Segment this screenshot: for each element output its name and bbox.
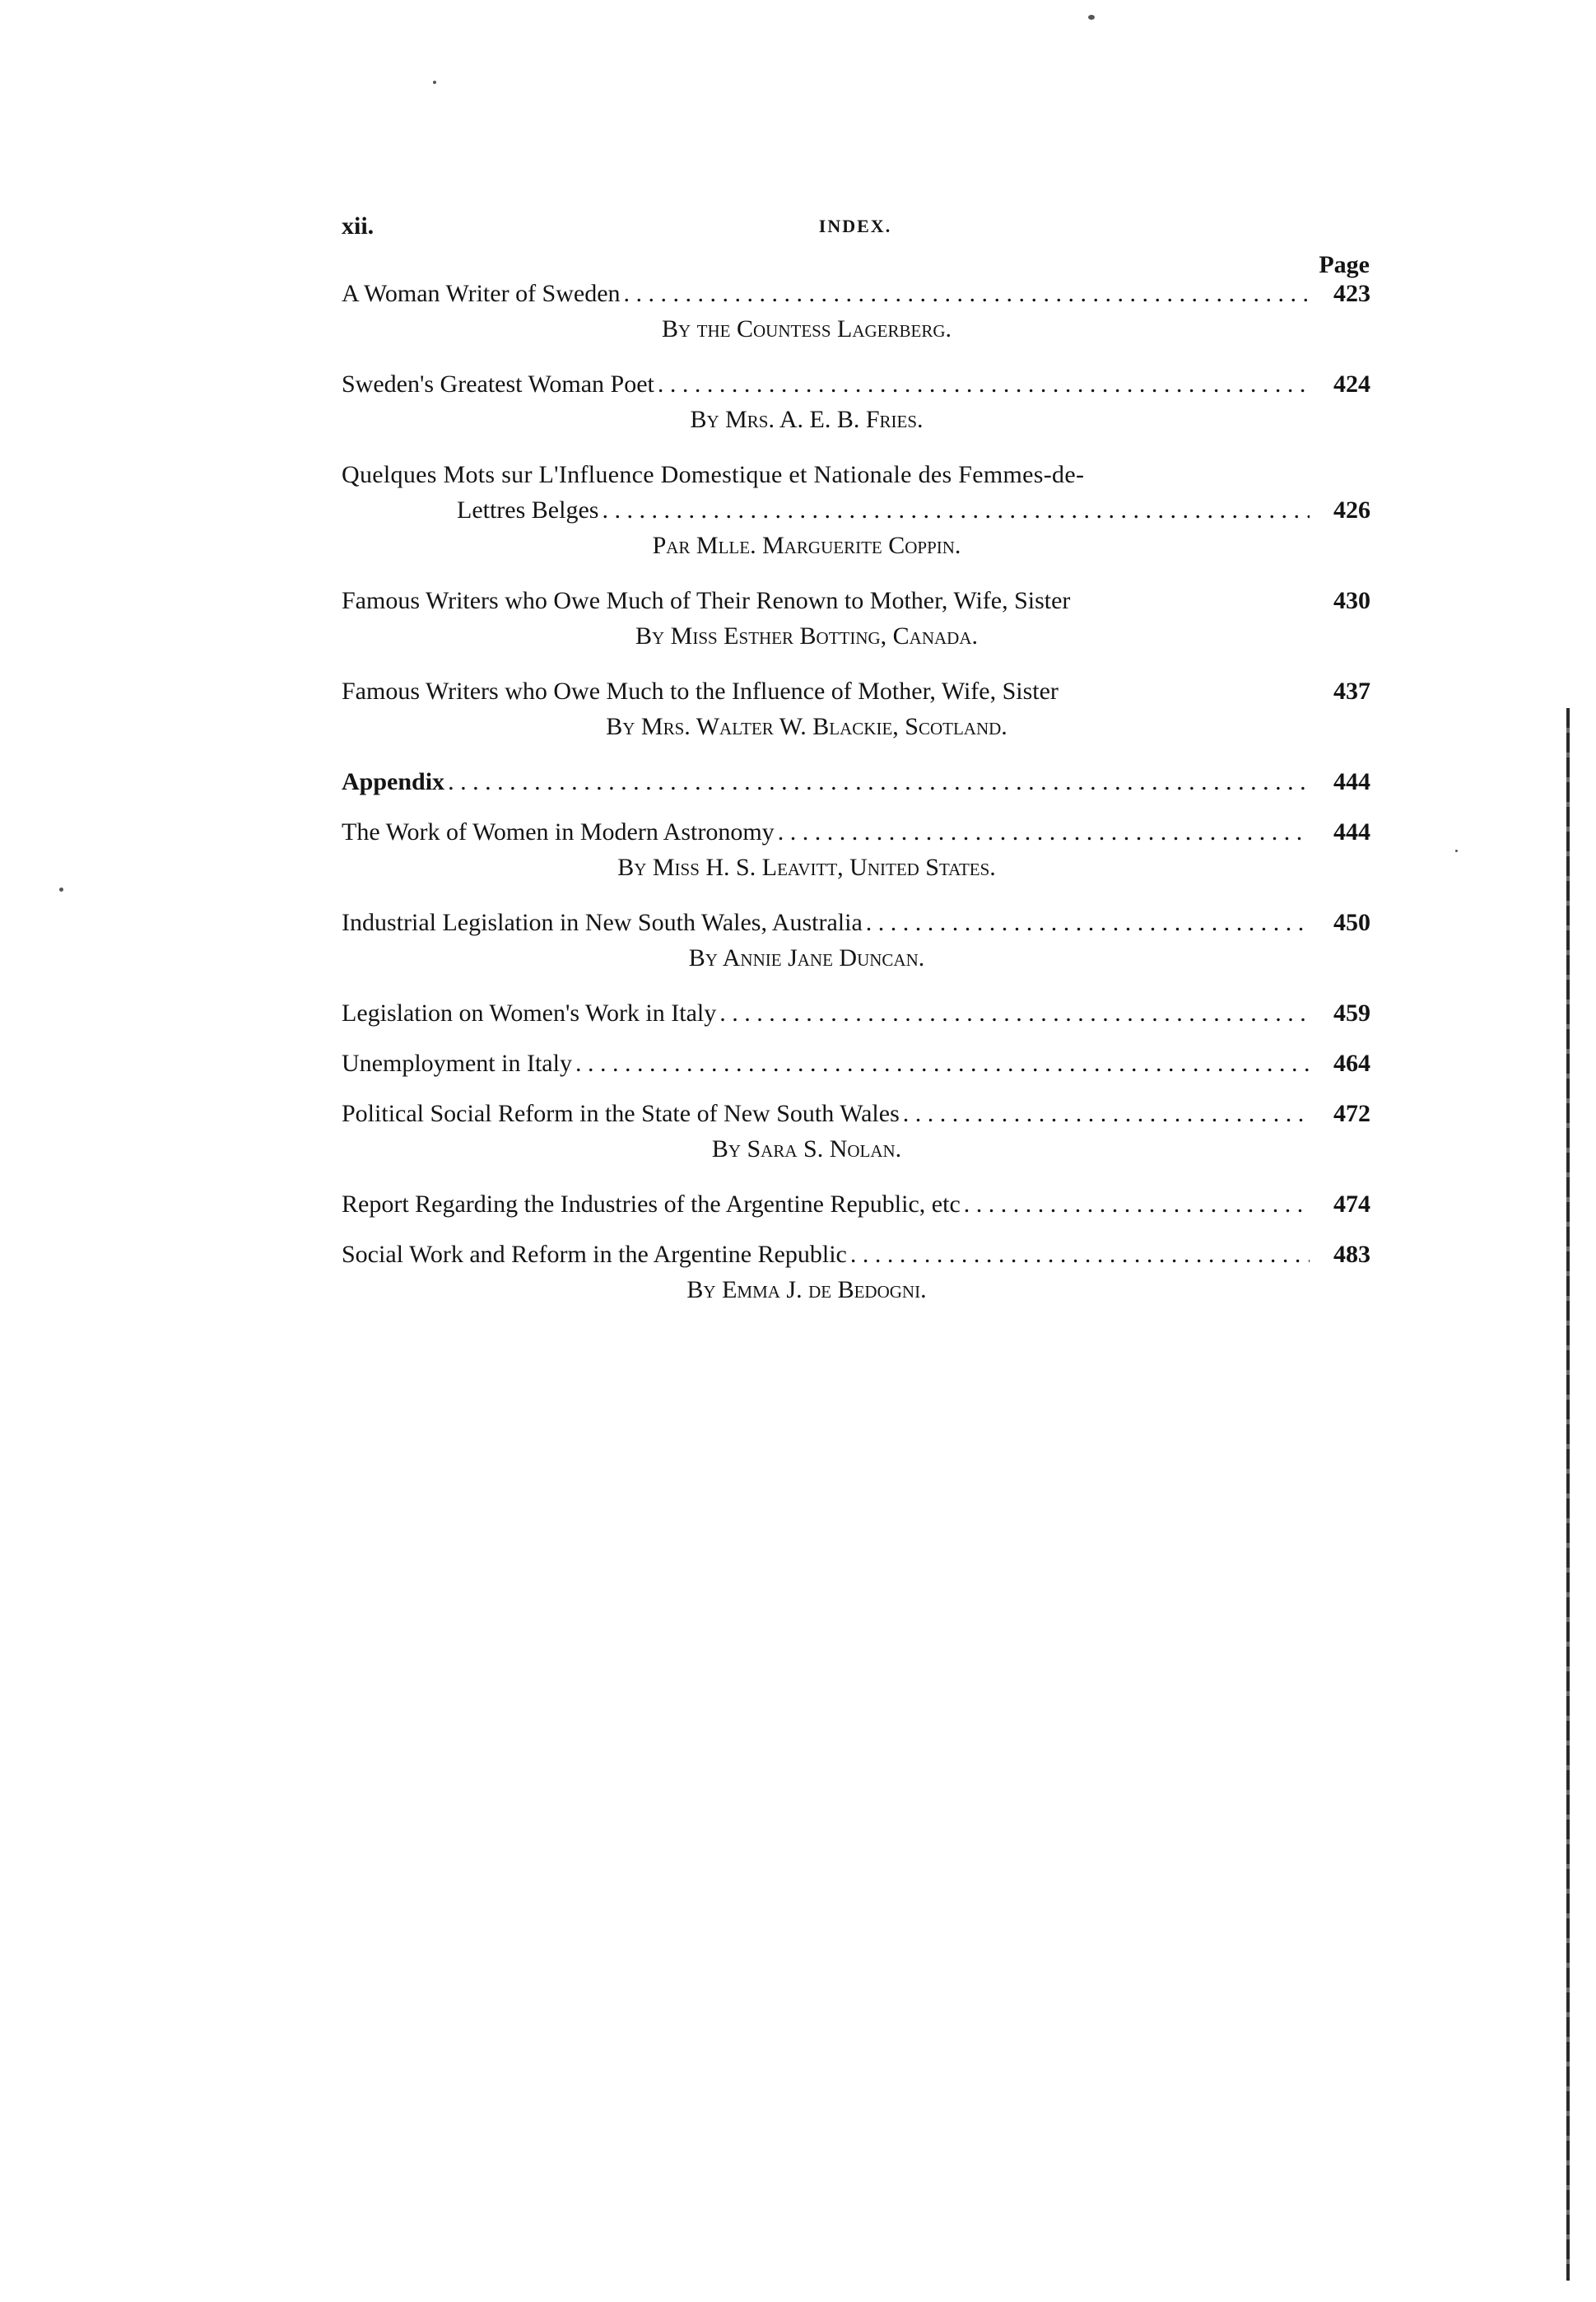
- entry-byline: By Sara S. Nolan.: [711, 1135, 902, 1163]
- page-number: 483: [1333, 1241, 1370, 1268]
- toc-entry: [342, 366, 1370, 437]
- page-number: 444: [1333, 768, 1370, 795]
- page-number: 474: [1333, 1191, 1370, 1218]
- page-number: 472: [1333, 1100, 1370, 1127]
- toc-line: [342, 995, 1370, 1031]
- toc-line: [342, 583, 1370, 618]
- dot-leader: [903, 1096, 1310, 1131]
- dot-leader: [448, 764, 1310, 799]
- toc-entry: [342, 583, 1370, 654]
- entry-title: Legislation on Women's Work in Italy: [342, 1000, 717, 1027]
- dot-leader: [602, 492, 1310, 528]
- dot-leader: [964, 1186, 1310, 1222]
- toc-line: [342, 673, 1370, 709]
- toc-entry: [342, 905, 1370, 976]
- page-number: 450: [1333, 909, 1370, 936]
- dot-leader: [778, 814, 1310, 850]
- toc-line: [342, 276, 1370, 311]
- entry-byline: By Mrs. A. E. B. Fries.: [690, 406, 924, 433]
- page-number: 444: [1333, 818, 1370, 846]
- toc-line: [342, 366, 1370, 402]
- toc-entry: [342, 1096, 1370, 1167]
- page-number: 423: [1333, 280, 1370, 307]
- running-head: INDEX.: [818, 216, 892, 236]
- toc-entry: [342, 1237, 1370, 1307]
- page-folio: xii.: [342, 212, 375, 240]
- entry-title: Social Work and Reform in the Argentine Republic: [342, 1241, 847, 1268]
- ink-speck: [1088, 15, 1095, 20]
- dot-leader: [866, 905, 1310, 940]
- toc-entry: [342, 457, 1370, 563]
- toc-entry: [342, 673, 1370, 744]
- entry-byline: Par Mlle. Marguerite Coppin.: [652, 532, 961, 559]
- appendix-heading: Appendix: [342, 768, 445, 795]
- entry-title: The Work of Women in Modern Astronomy: [342, 818, 775, 846]
- dot-leader: [719, 995, 1310, 1031]
- toc-entry: [342, 1046, 1370, 1081]
- entry-byline: By Emma J. de Bedogni.: [686, 1276, 927, 1303]
- entry-byline: By Mrs. Walter W. Blackie, Scotland.: [606, 713, 1007, 740]
- entry-byline: By Annie Jane Duncan.: [688, 944, 925, 972]
- toc-entry: [342, 1186, 1370, 1222]
- page-number: 424: [1333, 370, 1370, 398]
- entry-title: Unemployment in Italy: [342, 1050, 572, 1077]
- dot-leader: [850, 1237, 1310, 1272]
- ink-speck: [59, 888, 63, 892]
- ink-speck: [1455, 850, 1458, 852]
- page-number: 426: [1333, 496, 1370, 524]
- toc-line: [342, 492, 1370, 528]
- toc-entry: [342, 814, 1370, 885]
- toc-line: [342, 764, 1370, 799]
- entry-title: Famous Writers who Owe Much to the Influence of Mother, Wife, Sister: [342, 678, 1059, 705]
- page-number: 459: [1333, 1000, 1370, 1027]
- page-edge-shadow: [1566, 708, 1570, 2281]
- toc-entry: [342, 276, 1370, 347]
- toc-line: [342, 1046, 1370, 1081]
- table-of-contents: [342, 276, 1370, 1327]
- page-number: 437: [1333, 678, 1370, 705]
- entry-title: A Woman Writer of Sweden: [342, 280, 621, 307]
- ink-speck: [433, 81, 436, 84]
- entry-byline: By Miss H. S. Leavitt, United States.: [617, 854, 996, 881]
- toc-line: [342, 905, 1370, 940]
- entry-title-line-1: Quelques Mots sur L'Influence Domestique et Nationale des Femmes-de-: [342, 461, 1085, 488]
- toc-line: [342, 1096, 1370, 1131]
- page-column-label: Page: [1319, 251, 1370, 278]
- entry-title: Report Regarding the Industries of the Argentine Republic, etc: [342, 1191, 961, 1218]
- entry-title: Political Social Reform in the State of New South Wales: [342, 1100, 900, 1127]
- toc-line: [342, 814, 1370, 850]
- page-number: 430: [1333, 587, 1370, 614]
- entry-byline: By the Countess Lagerberg.: [661, 315, 952, 343]
- dot-leader: [575, 1046, 1310, 1081]
- entry-title: Sweden's Greatest Woman Poet: [342, 370, 654, 398]
- entry-byline: By Miss Esther Botting, Canada.: [635, 622, 979, 650]
- page-header: [342, 212, 1369, 245]
- toc-entry: [342, 995, 1370, 1031]
- dot-leader: [624, 276, 1310, 311]
- dot-leader: [658, 366, 1310, 402]
- page-number: 464: [1333, 1050, 1370, 1077]
- entry-title: Industrial Legislation in New South Wales, Australia: [342, 909, 863, 936]
- entry-title: Famous Writers who Owe Much of Their Renown to Mother, Wife, Sister: [342, 587, 1071, 614]
- entry-title-line-2: Lettres Belges: [457, 496, 599, 524]
- toc-entry: [342, 764, 1370, 799]
- toc-line: [342, 1186, 1370, 1222]
- toc-line: [342, 1237, 1370, 1272]
